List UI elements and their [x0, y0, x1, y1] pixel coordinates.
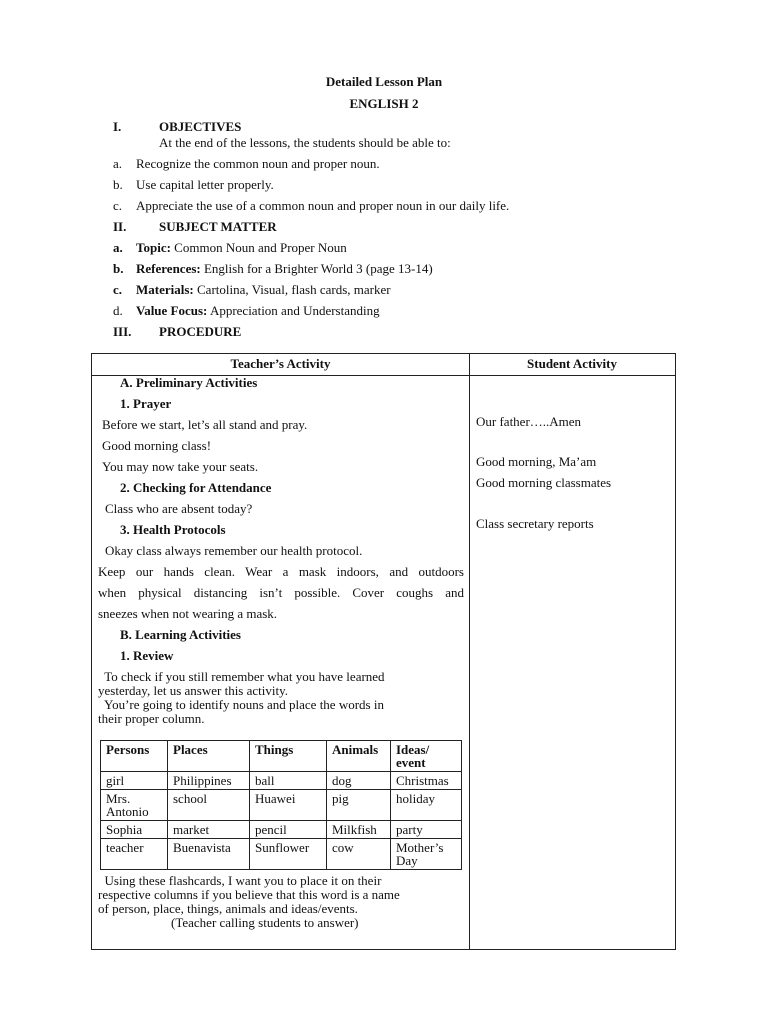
subject-marker: b.	[113, 261, 124, 276]
activity-subheading-health: 3. Health Protocols	[120, 522, 226, 537]
table-row	[101, 839, 462, 870]
subject-item-value-focus	[136, 303, 380, 319]
subject-item-references	[136, 261, 433, 277]
student-response: Good morning, Ma’am	[476, 454, 597, 469]
nouns-column-header: Persons	[101, 741, 168, 772]
section-heading-objectives: OBJECTIVES	[159, 119, 242, 134]
nouns-column-header: Things	[250, 741, 327, 772]
closing-line: respective columns if you believe that this word is a name	[98, 887, 400, 902]
nouns-column-header: Places	[168, 741, 250, 772]
objective-marker: c.	[113, 198, 123, 213]
teacher-line: Class who are absent today?	[105, 501, 253, 516]
subject-item-topic	[136, 240, 347, 256]
table-cell: market	[168, 821, 250, 839]
subject-marker: a.	[113, 240, 123, 255]
subject-value: Appreciation and Understanding	[209, 303, 380, 318]
column-header-student: Student Activity	[527, 356, 617, 371]
table-cell: dog	[327, 772, 391, 790]
objective-text: Use capital letter properly.	[136, 177, 274, 192]
subject-marker: c.	[113, 282, 123, 297]
activity-subheading-review: 1. Review	[120, 648, 174, 663]
table-row	[101, 790, 462, 821]
column-header-teacher: Teacher’s Activity	[230, 356, 331, 371]
activity-subheading-attendance: 2. Checking for Attendance	[120, 480, 272, 495]
subject-label: Topic:	[136, 240, 171, 255]
subject-value: Cartolina, Visual, flash cards, marker	[197, 282, 391, 297]
section-numeral-procedure: III.	[113, 324, 132, 339]
review-line: You’re going to identify nouns and place the words in	[98, 697, 384, 712]
table-cell: Milkfish	[327, 821, 391, 839]
teacher-line: Okay class always remember our health protocol.	[105, 543, 363, 558]
nouns-column-header: Ideas/ event	[391, 741, 462, 772]
table-cell: Philippines	[168, 772, 250, 790]
table-cell: holiday	[391, 790, 462, 821]
section-numeral-objectives: I.	[113, 119, 122, 134]
document-title: Detailed Lesson Plan	[325, 74, 443, 89]
subject-label: References:	[136, 261, 201, 276]
health-paragraph-line: sneezes when not wearing a mask.	[98, 606, 278, 621]
table-cell: pencil	[250, 821, 327, 839]
subject-item-materials	[136, 282, 391, 298]
subject-label: Materials:	[136, 282, 194, 297]
table-cell: Huawei	[250, 790, 327, 821]
table-cell: Mother’s Day	[391, 839, 462, 870]
subject-value: Common Noun and Proper Noun	[174, 240, 347, 255]
table-cell: party	[391, 821, 462, 839]
review-line: To check if you still remember what you have learned	[98, 669, 385, 684]
closing-line: of person, place, things, animals and ideas/events.	[98, 901, 358, 916]
table-cell: Christmas	[391, 772, 462, 790]
table-cell: girl	[101, 772, 168, 790]
table-cell: Mrs. Antonio	[101, 790, 168, 821]
nouns-table	[100, 740, 462, 870]
subject-value: English for a Brighter World 3 (page 13-14)	[203, 261, 433, 276]
nouns-column-header: Animals	[327, 741, 391, 772]
section-numeral-subject-matter: II.	[113, 219, 127, 234]
subject-label: Value Focus:	[136, 303, 208, 318]
teacher-line: Good morning class!	[102, 438, 212, 453]
activity-heading-learning: B. Learning Activities	[120, 627, 241, 642]
table-cell: Sunflower	[250, 839, 327, 870]
table-cell: Sophia	[101, 821, 168, 839]
section-heading-procedure: PROCEDURE	[159, 324, 242, 339]
section-heading-subject-matter: SUBJECT MATTER	[159, 219, 277, 234]
closing-line: (Teacher calling students to answer)	[171, 915, 359, 930]
document-subject: ENGLISH 2	[349, 96, 419, 111]
objectives-intro: At the end of the lessons, the students should be able to:	[159, 135, 451, 150]
table-row	[101, 772, 462, 790]
table-cell: Buenavista	[168, 839, 250, 870]
objective-text: Appreciate the use of a common noun and proper noun in our daily life.	[136, 198, 510, 213]
review-line: their proper column.	[98, 711, 205, 726]
table-cell: cow	[327, 839, 391, 870]
procedure-table	[91, 353, 676, 950]
review-line: yesterday, let us answer this activity.	[98, 683, 289, 698]
table-row	[101, 821, 462, 839]
student-response: Class secretary reports	[476, 516, 594, 531]
student-response: Our father…..Amen	[476, 414, 582, 429]
health-paragraph-line: when physical distancing isn’t possible. Cover coughs and	[98, 585, 464, 600]
activity-subheading-prayer: 1. Prayer	[120, 396, 172, 411]
subject-marker: d.	[113, 303, 123, 318]
table-cell: school	[168, 790, 250, 821]
objective-marker: b.	[113, 177, 123, 192]
student-response: Good morning classmates	[476, 475, 612, 490]
teacher-line: You may now take your seats.	[102, 459, 259, 474]
teacher-line: Before we start, let’s all stand and pray.	[102, 417, 308, 432]
column-divider	[469, 354, 470, 949]
nouns-table-header-row	[101, 741, 462, 772]
activity-heading-preliminary: A. Preliminary Activities	[120, 375, 258, 390]
table-cell: ball	[250, 772, 327, 790]
objective-text: Recognize the common noun and proper noun.	[136, 156, 380, 171]
table-cell: pig	[327, 790, 391, 821]
objective-marker: a.	[113, 156, 123, 171]
table-cell: teacher	[101, 839, 168, 870]
health-paragraph-line: Keep our hands clean. Wear a mask indoors, and outdoors	[98, 564, 464, 579]
closing-line: Using these flashcards, I want you to place it on their	[98, 873, 382, 888]
